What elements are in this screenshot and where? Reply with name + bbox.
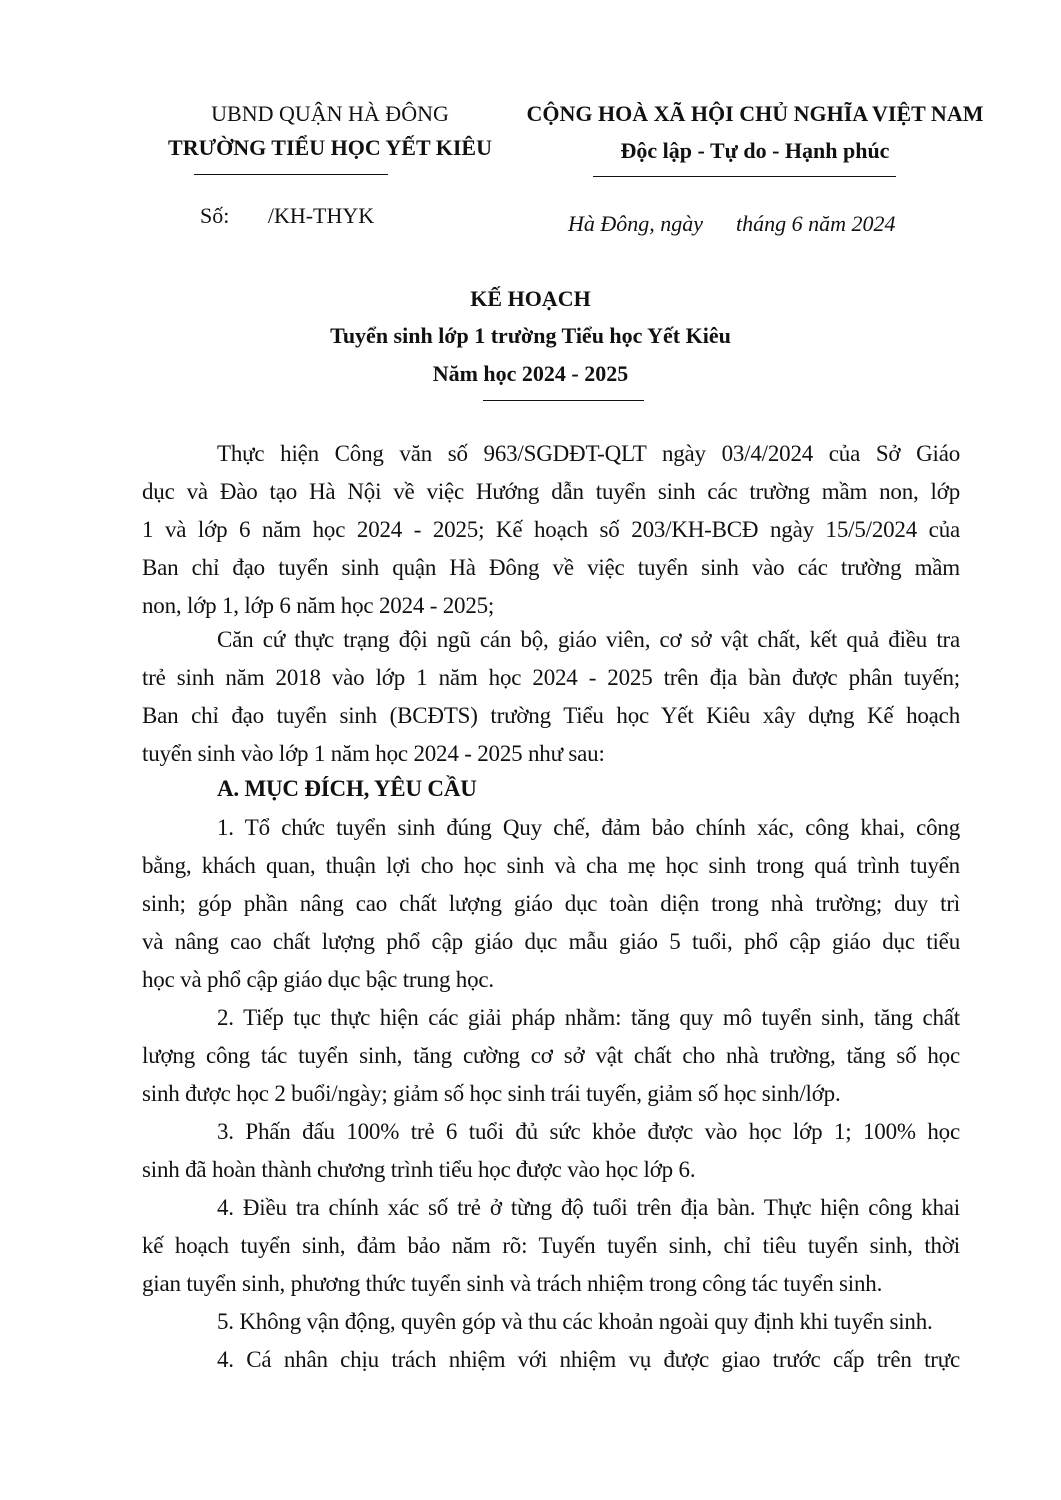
body-line: sinh đã hoàn thành chương trình tiểu học được vào học lớp 6. bbox=[142, 1157, 696, 1182]
body-line: sinh; góp phần nâng cao chất lượng giáo dục toàn diện trong nhà trường; duy trì bbox=[142, 891, 960, 916]
document-number: Số: /KH-THYK bbox=[200, 203, 375, 228]
body-line: 3. Phấn đấu 100% trẻ 6 tuổi đủ sức khỏe được vào học lớp 1; 100% học bbox=[217, 1119, 960, 1144]
place-date: Hà Đông, ngày tháng 6 năm 2024 bbox=[568, 211, 896, 236]
district-name: UBND QUẬN HÀ ĐÔNG bbox=[211, 101, 449, 126]
body-line: gian tuyển sinh, phương thức tuyển sinh và trách nhiệm trong công tác tuyển sinh. bbox=[142, 1271, 883, 1296]
body-line: 4. Điều tra chính xác số trẻ ở từng độ tuổi trên địa bàn. Thực hiện công khai bbox=[217, 1195, 960, 1220]
body-line: bằng, khách quan, thuận lợi cho học sinh và cha mẹ học sinh trong quá trình tuyển bbox=[142, 853, 960, 878]
school-year: Năm học 2024 - 2025 bbox=[432, 361, 629, 386]
national-motto: Độc lập - Tự do - Hạnh phúc bbox=[620, 138, 890, 163]
right-header-divider bbox=[593, 176, 896, 177]
body-line: non, lớp 1, lớp 6 năm học 2024 - 2025; bbox=[142, 593, 495, 618]
body-line: Thực hiện Công văn số 963/SGDĐT-QLT ngày 03/4/2024 của Sở Giáo bbox=[217, 441, 960, 466]
body-line: Ban chỉ đạo tuyển sinh (BCĐTS) trường Tiểu học Yết Kiêu xây dựng Kế hoạch bbox=[142, 703, 960, 728]
title-divider bbox=[483, 400, 644, 401]
body-line: 1 và lớp 6 năm học 2024 - 2025; Kế hoạch số 203/KH-BCĐ ngày 15/5/2024 của bbox=[142, 517, 960, 542]
body-line: 4. Cá nhân chịu trách nhiệm với nhiệm vụ được giao trước cấp trên trực bbox=[217, 1347, 960, 1372]
document-title: KẾ HOẠCH bbox=[470, 286, 591, 311]
body-line: dục và Đào tạo Hà Nội về việc Hướng dẫn tuyển sinh các trường mầm non, lớp bbox=[142, 479, 960, 504]
body-line: sinh được học 2 buổi/ngày; giảm số học sinh trái tuyến, giảm số học sinh/lớp. bbox=[142, 1081, 841, 1106]
body-line: học và phổ cập giáo dục bậc trung học. bbox=[142, 967, 494, 992]
document-subtitle: Tuyển sinh lớp 1 trường Tiểu học Yết Kiêu bbox=[330, 323, 731, 348]
left-header-divider bbox=[194, 174, 388, 175]
body-line: trẻ sinh năm 2018 vào lớp 1 năm học 2024 - 2025 trên địa bàn được phân tuyến; bbox=[142, 665, 960, 690]
body-line: Căn cứ thực trạng đội ngũ cán bộ, giáo viên, cơ sở vật chất, kết quả điều tra bbox=[217, 627, 960, 652]
national-title: CỘNG HOÀ XÃ HỘI CHỦ NGHĨA VIỆT NAM bbox=[526, 101, 984, 126]
school-name: TRƯỜNG TIỂU HỌC YẾT KIÊU bbox=[168, 135, 492, 160]
body-line: Ban chỉ đạo tuyển sinh quận Hà Đông về việc tuyển sinh vào các trường mầm bbox=[142, 555, 960, 580]
body-line: kế hoạch tuyển sinh, đảm bảo năm rõ: Tuyến tuyển sinh, chỉ tiêu tuyển sinh, thời bbox=[142, 1233, 960, 1258]
body-line: 5. Không vận động, quyên góp và thu các khoản ngoài quy định khi tuyển sinh. bbox=[217, 1309, 933, 1334]
body-line: 2. Tiếp tục thực hiện các giải pháp nhằm: tăng quy mô tuyển sinh, tăng chất bbox=[217, 1005, 960, 1030]
section-heading-a: A. MỤC ĐÍCH, YÊU CẦU bbox=[217, 776, 477, 801]
body-line: 1. Tổ chức tuyển sinh đúng Quy chế, đảm bảo chính xác, công khai, công bbox=[217, 815, 960, 840]
body-line: lượng công tác tuyển sinh, tăng cường cơ sở vật chất cho nhà trường, tăng số học bbox=[142, 1043, 960, 1068]
body-line: tuyển sinh vào lớp 1 năm học 2024 - 2025 như sau: bbox=[142, 741, 605, 766]
body-line: và nâng cao chất lượng phổ cập giáo dục mẫu giáo 5 tuổi, phổ cập giáo dục tiểu bbox=[142, 929, 960, 954]
